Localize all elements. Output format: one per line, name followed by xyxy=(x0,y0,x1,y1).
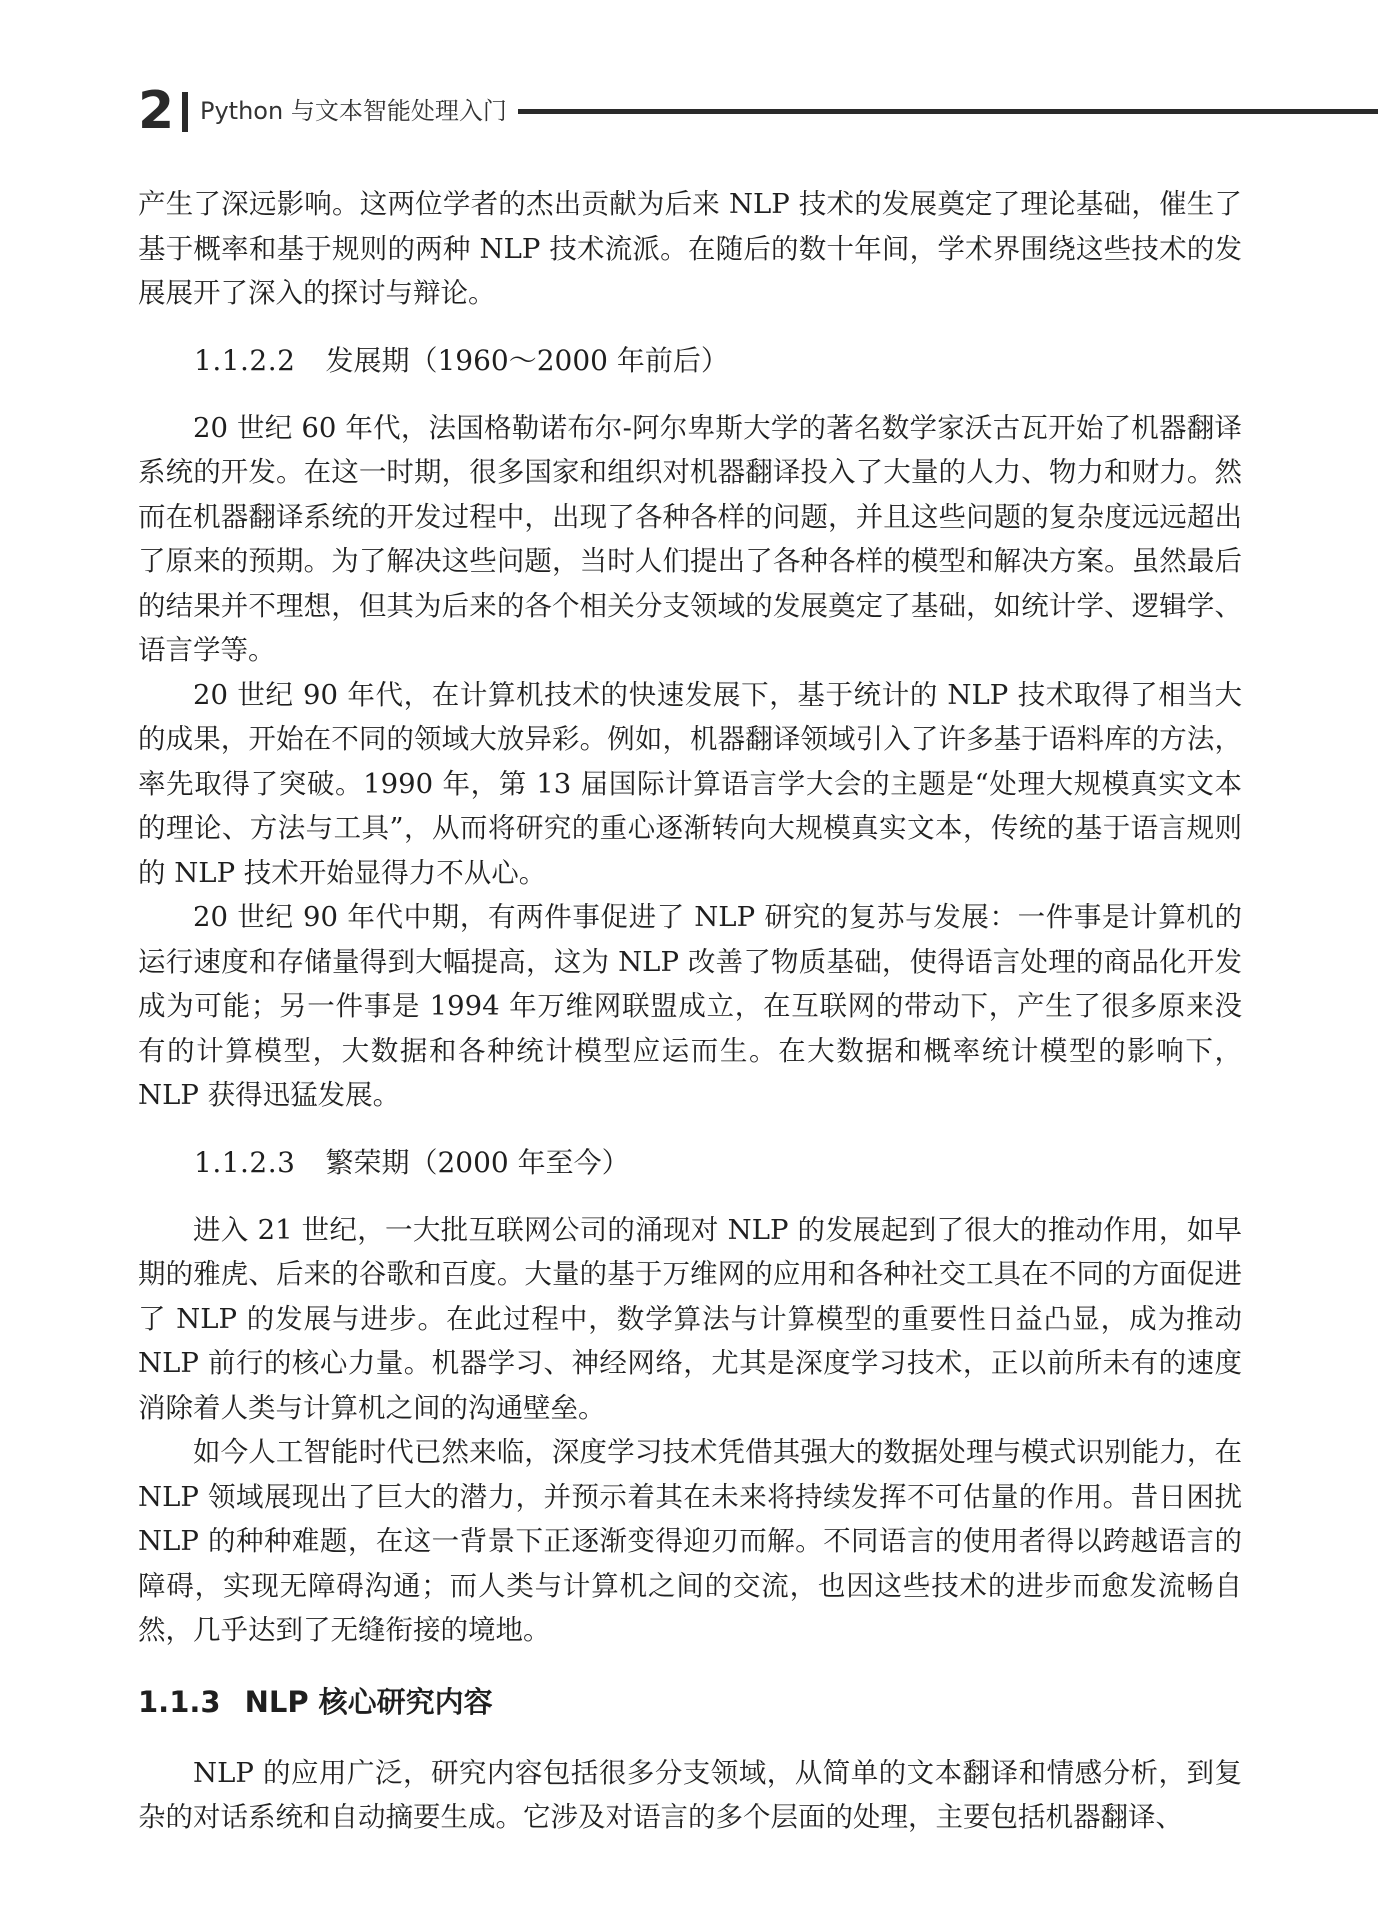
section-heading-1-1-3 xyxy=(138,1677,1242,1727)
header-rule xyxy=(518,109,1378,114)
paragraph: 如今人工智能时代已然来临，深度学习技术凭借其强大的数据处理与模式识别能力，在 NLP 领域展现出了巨大的潜力，并预示着其在未来将持续发挥不可估量的作用。昔日困扰 NLP 的种种难题，在这一背景下正逐渐变得迎刃而解。不同语言的使用者得以跨越语言的障碍，实现无障碍沟通；而人类与计算机之间的交流，也因这些技术的进步而愈发流畅自然，几乎达到了无缝衔接的境地。 xyxy=(138,1436,1242,1646)
running-header xyxy=(138,80,1378,142)
book-title: Python 与文本智能处理入门 xyxy=(200,97,507,125)
subsection-title: 发展期（1960～2000 年前后） xyxy=(325,343,729,377)
subsection-title: 繁荣期（2000 年至今） xyxy=(325,1145,630,1179)
header-divider-bar xyxy=(182,92,188,132)
paragraph: 20 世纪 90 年代，在计算机技术的快速发展下，基于统计的 NLP 技术取得了相当大的成果，开始在不同的领域大放异彩。例如，机器翻译领域引入了许多基于语料库的方法，率先取得了突破。1990 年，第 13 届国际计算语言学大会的主题是“处理大规模真实文本的理论、方法与工具”，从而将研究的重心逐渐转向大规模真实文本，传统的基于语言规则的 NLP 技术开始显得力不从心。 xyxy=(138,678,1242,889)
subsection-number: 1.1.2.3 xyxy=(194,1145,296,1179)
section-title: NLP 核心研究内容 xyxy=(244,1684,493,1719)
paragraph-continuation: 产生了深远影响。这两位学者的杰出贡献为后来 NLP 技术的发展奠定了理论基础，催生了基于概率和基于规则的两种 NLP 技术流派。在随后的数十年间，学术界围绕这些技术的发展展开了深入的探讨与辩论。 xyxy=(138,188,1242,309)
subsection-heading-1-1-2-3 xyxy=(138,1140,1242,1186)
paragraph: NLP 的应用广泛，研究内容包括很多分支领域，从简单的文本翻译和情感分析，到复杂的对话系统和自动摘要生成。它涉及对语言的多个层面的处理，主要包括机器翻译、 xyxy=(138,1756,1242,1833)
subsection-number: 1.1.2.2 xyxy=(194,343,296,377)
section-number: 1.1.3 xyxy=(138,1684,221,1719)
page-body xyxy=(138,182,1242,1840)
paragraph: 进入 21 世纪，一大批互联网公司的涌现对 NLP 的发展起到了很大的推动作用，如早期的雅虎、后来的谷歌和百度。大量的基于万维网的应用和各种社交工具在不同的方面促进了 NLP 的发展与进步。在此过程中，数学算法与计算模型的重要性日益凸显，成为推动 NLP 前行的核心力量。机器学习、神经网络，尤其是深度学习技术，正以前所未有的速度消除着人类与计算机之间的沟通壁垒。 xyxy=(138,1213,1242,1424)
page-number: 2 xyxy=(138,81,175,141)
paragraph: 20 世纪 90 年代中期，有两件事促进了 NLP 研究的复苏与发展：一件事是计算机的运行速度和存储量得到大幅提高，这为 NLP 改善了物质基础，使得语言处理的商品化开发成为可能；另一件事是 1994 年万维网联盟成立，在互联网的带动下，产生了很多原来没有的计算模型，大数据和各种统计模型应运而生。在大数据和概率统计模型的影响下，NLP 获得迅猛发展。 xyxy=(138,901,1242,1111)
subsection-heading-1-1-2-2 xyxy=(138,338,1242,384)
paragraph: 20 世纪 60 年代，法国格勒诺布尔-阿尔卑斯大学的著名数学家沃古瓦开始了机器翻译系统的开发。在这一时期，很多国家和组织对机器翻译投入了大量的人力、物力和财力。然而在机器翻译系统的开发过程中，出现了各种各样的问题，并且这些问题的复杂度远远超出了原来的预期。为了解决这些问题，当时人们提出了各种各样的模型和解决方案。虽然最后的结果并不理想，但其为后来的各个相关分支领域的发展奠定了基础，如统计学、逻辑学、语言学等。 xyxy=(138,411,1242,666)
